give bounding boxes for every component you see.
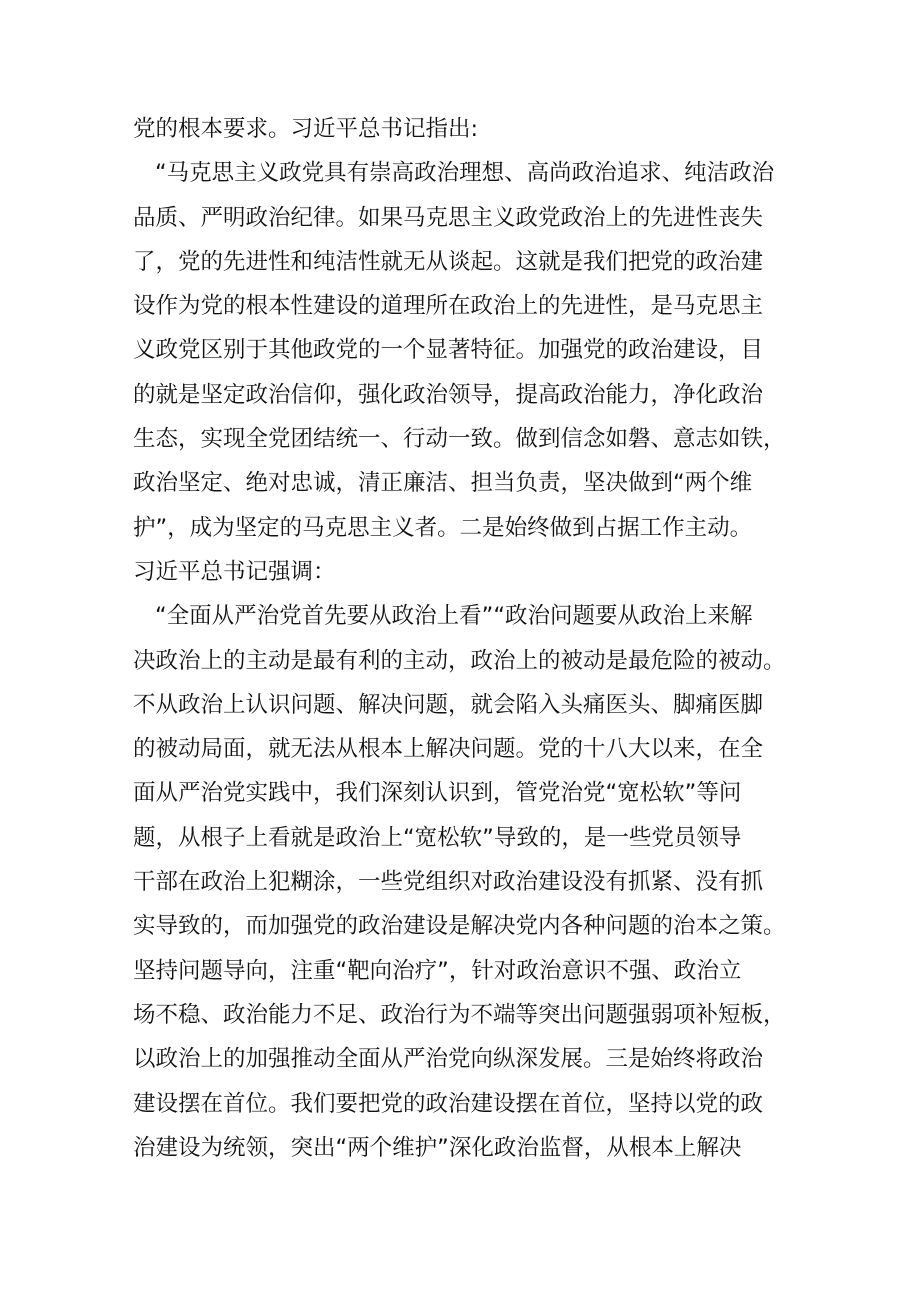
text-line: 护”，成为坚定的马克思主义者。二是始终做到占据工作主动。: [133, 514, 753, 541]
text-line: 的就是坚定政治信仰，强化政治领导，提高政治能力，净化政治: [133, 381, 764, 408]
text-line: 党的根本要求。习近平总书记指出:: [133, 116, 479, 142]
text-line: 政治坚定、绝对忠诚，清正廉洁、担当负责，坚决做到“两个维: [133, 470, 753, 497]
text-line: 实导致的，而加强党的政治建设是解决党内各种问题的治本之策。: [133, 913, 786, 940]
text-line: 坚持问题导向，注重“靶向治疗”，针对政治意识不强、政治立: [133, 957, 742, 984]
text-line: 设作为党的根本性建设的道理所在政治上的先进性，是马克思主: [133, 293, 764, 320]
text-line: “马克思主义政党具有崇高政治理想、高尚政治追求、纯洁政治: [155, 160, 775, 187]
text-line: 生态，实现全党团结统一、行动一致。做到信念如磐、意志如铁，: [133, 426, 786, 453]
text-line: 题，从根子上看就是政治上“宽松软”导致的，是一些党员领导: [133, 824, 742, 851]
text-line: 面从严治党实践中，我们深刻认识到，管党治党“宽松软”等问: [133, 780, 742, 807]
text-line: 不从政治上认识问题、解决问题，就会陷入头痛医头、脚痛医脚: [133, 691, 764, 718]
text-line: 品质、严明政治纪律。如果马克思主义政党政治上的先进性丧失: [133, 204, 764, 231]
text-line: 义政党区别于其他政党的一个显著特征。加强党的政治建设，目: [133, 337, 764, 364]
text-line: 以政治上的加强推动全面从严治党向纵深发展。三是始终将政治: [133, 1046, 764, 1073]
text-line: 建设摆在首位。我们要把党的政治建设摆在首位，坚持以党的政: [133, 1090, 764, 1117]
text-line: 决政治上的主动是最有利的主动，政治上的被动是最危险的被动。: [133, 647, 786, 674]
text-line: “全面从严治党首先要从政治上看”“政治问题要从政治上来解: [155, 603, 753, 630]
text-line: 习近平总书记强调：: [133, 558, 336, 585]
text-line: 治建设为统领，突出“两个维护”深化政治监督，从根本上解决: [133, 1134, 742, 1161]
text-line: 的被动局面，就无法从根本上解决问题。党的十八大以来，在全: [133, 736, 764, 763]
text-line: 了，党的先进性和纯洁性就无从谈起。这就是我们把党的政治建: [133, 248, 764, 275]
text-line: 干部在政治上犯糊涂，一些党组织对政治建设没有抓紧、没有抓: [133, 869, 764, 896]
text-line: 场不稳、政治能力不足、政治行为不端等突出问题强弱项补短板，: [133, 1001, 786, 1028]
body-text: [133, 107, 793, 1170]
